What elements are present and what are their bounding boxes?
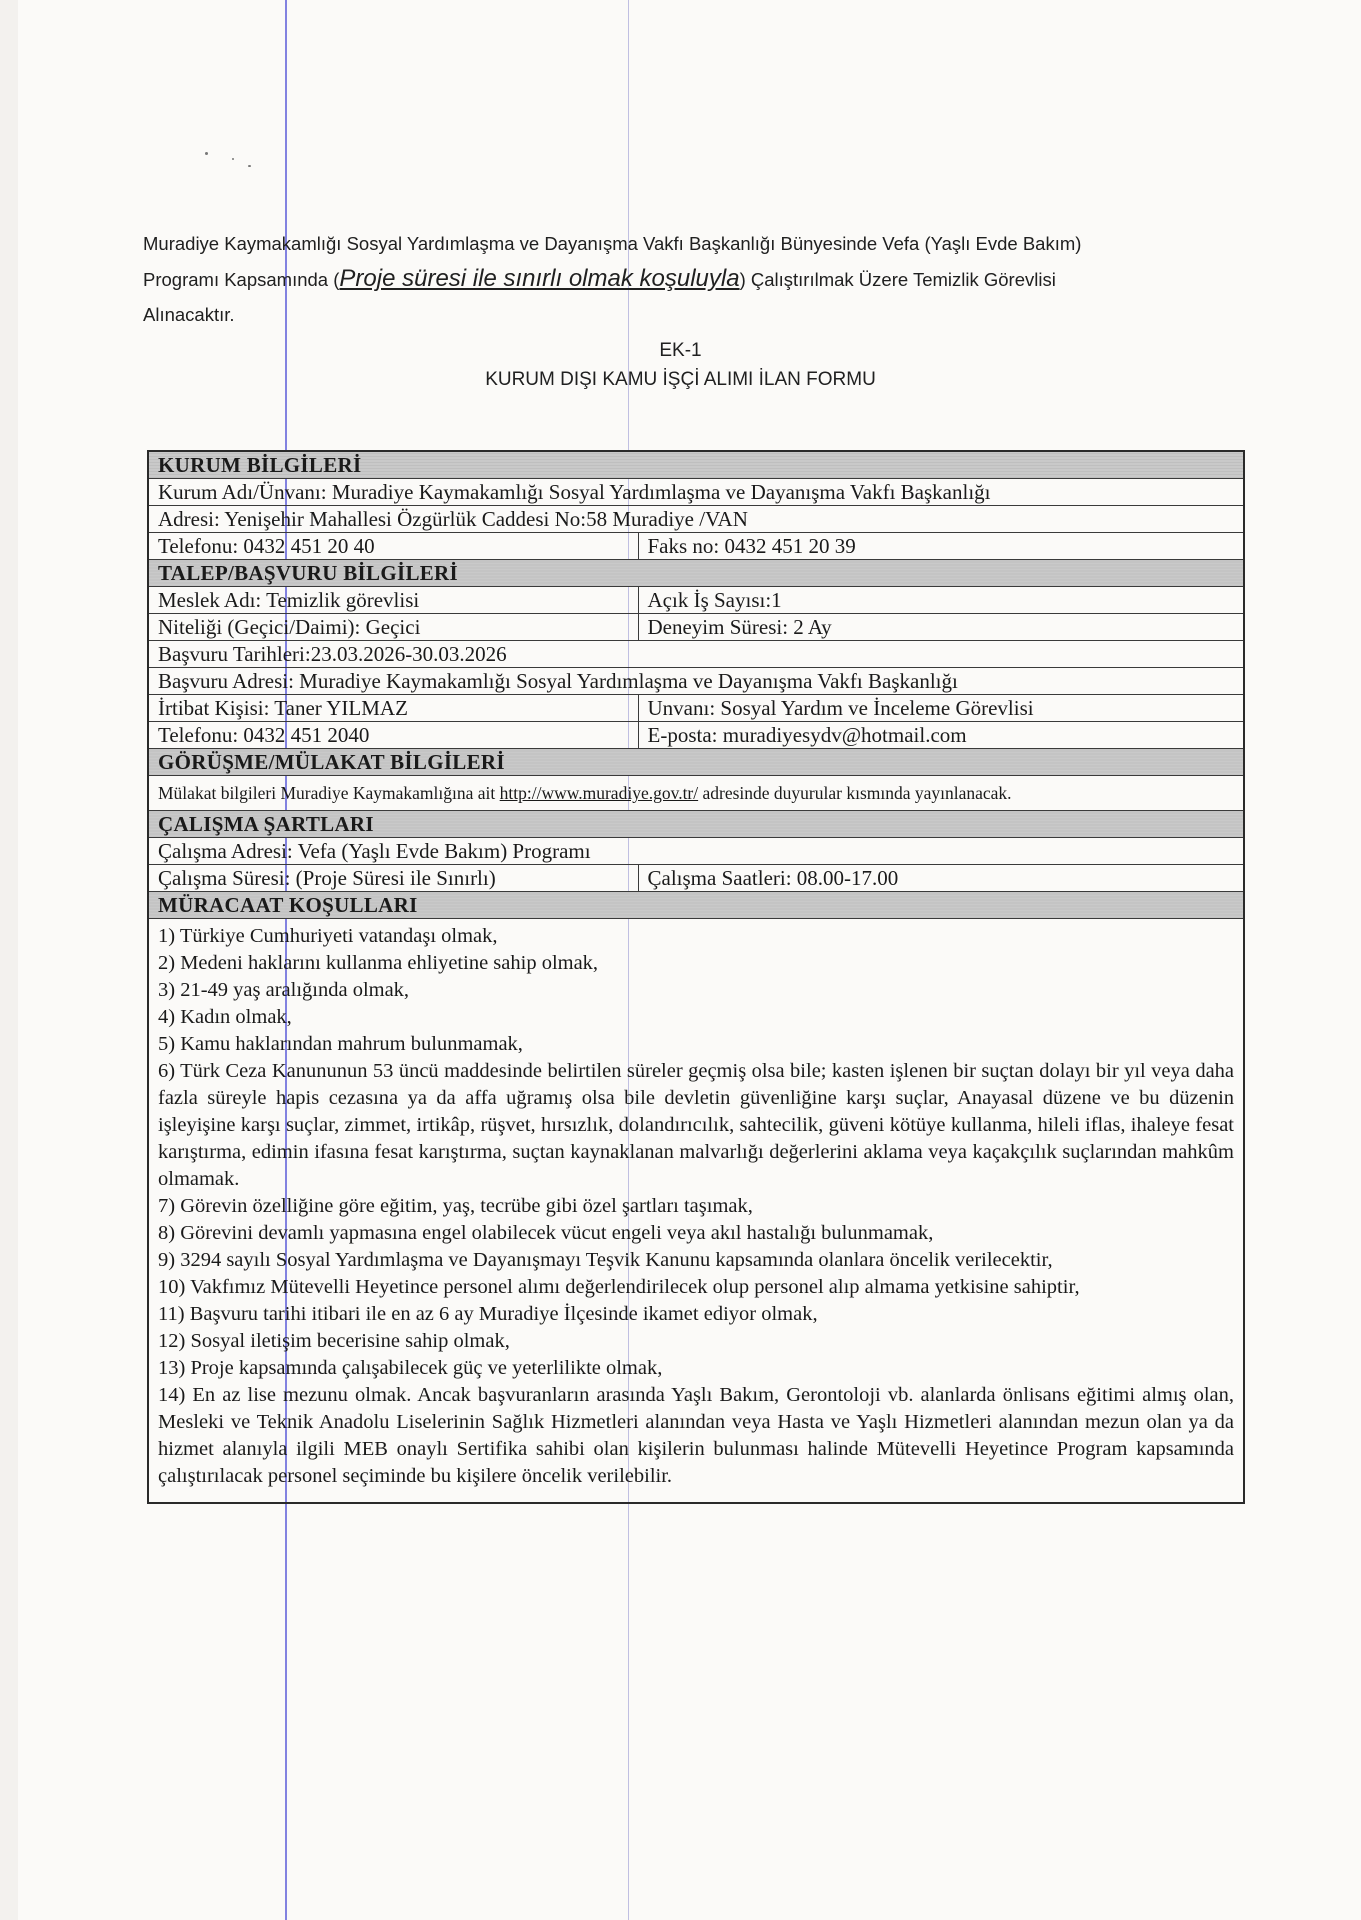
talep-nitelik: Niteliği (Geçici/Daimi): Geçici bbox=[148, 614, 638, 641]
intro-line-2-end: ) Çalıştırılmak Üzere Temizlik Görevlisi bbox=[739, 269, 1056, 290]
calisma-saat: Çalışma Saatleri: 08.00-17.00 bbox=[638, 865, 1244, 892]
intro-emphasis: Proje süresi ile sınırlı olmak koşuluyla bbox=[339, 265, 740, 292]
mulakat-info bbox=[148, 776, 1244, 811]
scan-speck bbox=[248, 165, 251, 167]
condition-item: 1) Türkiye Cumhuriyeti vatandaşı olmak, bbox=[158, 925, 498, 947]
condition-item: 9) 3294 sayılı Sosyal Yardımlaşma ve Dayanışmayı Teşvik Kanunu kapsamında olanlara öncelik verilecektir, bbox=[158, 1249, 1053, 1271]
talep-irtibat: İrtibat Kişisi: Taner YILMAZ bbox=[148, 695, 638, 722]
talep-meslek: Meslek Adı: Temizlik görevlisi bbox=[148, 587, 638, 614]
condition-item: 13) Proje kapsamında çalışabilecek güç ve yeterlilikte olmak, bbox=[158, 1357, 663, 1379]
condition-item: 12) Sosyal iletişim becerisine sahip olmak, bbox=[158, 1330, 510, 1352]
form-code: EK-1 bbox=[659, 340, 702, 361]
kurum-faks: Faks no: 0432 451 20 39 bbox=[638, 533, 1244, 560]
talep-adres: Başvuru Adresi: Muradiye Kaymakamlığı Sosyal Yardımlaşma ve Dayanışma Vakfı Başkanlığı bbox=[148, 668, 1244, 695]
announcement-form-table bbox=[147, 450, 1245, 1504]
announcement-intro bbox=[143, 226, 1233, 332]
section-muracaat-header: MÜRACAAT KOŞULLARI bbox=[148, 892, 1244, 919]
scan-speck bbox=[205, 152, 208, 155]
mulakat-text-start: Mülakat bilgileri Muradiye Kaymakamlığına ait bbox=[158, 783, 500, 803]
talep-tarihler: Başvuru Tarihleri:23.03.2026-30.03.2026 bbox=[148, 641, 1244, 668]
intro-line-3: Alınacaktır. bbox=[143, 304, 235, 325]
section-talep-header: TALEP/BAŞVURU BİLGİLERİ bbox=[148, 560, 1244, 587]
kurum-adres: Adresi: Yenişehir Mahallesi Özgürlük Caddesi No:58 Muradiye /VAN bbox=[148, 506, 1244, 533]
mulakat-text-end: adresinde duyurular kısmında yayınlanacak. bbox=[698, 783, 1012, 803]
calisma-adres: Çalışma Adresi: Vefa (Yaşlı Evde Bakım) Programı bbox=[148, 838, 1244, 865]
intro-line-1: Muradiye Kaymakamlığı Sosyal Yardımlaşma ve Dayanışma Vakfı Başkanlığı Bünyesinde Vefa (Yaşlı Evde Bakım) bbox=[143, 233, 1082, 254]
calisma-sure: Çalışma Süresi: (Proje Süresi ile Sınırlı) bbox=[148, 865, 638, 892]
intro-line-2-start: Programı Kapsamında ( bbox=[143, 269, 340, 290]
talep-unvan: Unvanı: Sosyal Yardım ve İnceleme Görevlisi bbox=[638, 695, 1244, 722]
section-mulakat-header: GÖRÜŞME/MÜLAKAT BİLGİLERİ bbox=[148, 749, 1244, 776]
condition-item: 3) 21-49 yaş aralığında olmak, bbox=[158, 979, 410, 1001]
condition-item: 4) Kadın olmak, bbox=[158, 1006, 292, 1028]
condition-item: 7) Görevin özelliğine göre eğitim, yaş, tecrübe gibi özel şartları taşımak, bbox=[158, 1195, 753, 1217]
talep-acik-is: Açık İş Sayısı:1 bbox=[638, 587, 1244, 614]
condition-item: 10) Vakfımız Mütevelli Heyetince personel alımı değerlendirilecek olup personel alıp almama yetkisine sahiptir, bbox=[158, 1276, 1080, 1298]
condition-item: 8) Görevini devamlı yapmasına engel olabilecek vücut engeli veya akıl hastalığı bulunmamak, bbox=[158, 1222, 934, 1244]
form-title: KURUM DIŞI KAMU İŞÇİ ALIMI İLAN FORMU bbox=[485, 369, 876, 390]
scan-speck bbox=[232, 158, 234, 160]
condition-item: 14) En az lise mezunu olmak. Ancak başvuranların arasında Yaşlı Bakım, Gerontoloji vb. alanlarda önlisans eğitimi almış olan, Mesleki ve Teknik Anadolu Liselerinin Sağlık Hizmetleri alanından veya Hasta ve Yaşlı Hizmetleri alanından mezun olan ya da hizmet alanıyla ilgili MEB onaylı Sertifika sahibi olan kişilerin bulunması halinde Mütevelli Heyetince Program kapsamında çalıştırılacak personel seçiminde bu kişilere öncelik verilebilir. bbox=[158, 1384, 1235, 1487]
muracaat-conditions bbox=[148, 919, 1244, 1504]
condition-item: 2) Medeni haklarını kullanma ehliyetine sahip olmak, bbox=[158, 952, 599, 974]
condition-item: 6) Türk Ceza Kanununun 53 üncü maddesinde belirtilen süreler geçmiş olsa bile; kasten işlenen bir suçtan dolayı bir yıl veya daha fazla süreyle hapis cezasına ya da affa uğramış olsa bile devletin güvenliğine karşı suçlar, Anayasal düzene ve bu düzenin işleyişine karşı suçlar, zimmet, irtikâp, rüşvet, hırsızlık, dolandırıcılık, sahtecilik, güveni kötüye kullanma, hileli iflas, ihaleye fesat karıştırma, edimin ifasına fesat karıştırma, suçtan kaynaklanan malvarlığı değerlerini aklama veya kaçakçılık suçlarından mahkûm olmamak. bbox=[158, 1060, 1235, 1190]
kurum-unvan: Kurum Adı/Ünvanı: Muradiye Kaymakamlığı Sosyal Yardımlaşma ve Dayanışma Vakfı Başkanlığı bbox=[148, 479, 1244, 506]
section-calisma-header: ÇALIŞMA ŞARTLARI bbox=[148, 811, 1244, 838]
condition-item: 5) Kamu haklarından mahrum bulunmamak, bbox=[158, 1033, 523, 1055]
kurum-telefon: Telefonu: 0432 451 20 40 bbox=[148, 533, 638, 560]
talep-deneyim: Deneyim Süresi: 2 Ay bbox=[638, 614, 1244, 641]
mulakat-link[interactable]: http://www.muradiye.gov.tr/ bbox=[499, 783, 699, 803]
section-kurum-header: KURUM BİLGİLERİ bbox=[148, 451, 1244, 479]
talep-telefon: Telefonu: 0432 451 2040 bbox=[148, 722, 638, 749]
talep-eposta: E-posta: muradiyesydv@hotmail.com bbox=[638, 722, 1244, 749]
condition-item: 11) Başvuru tarihi itibari ile en az 6 ay Muradiye İlçesinde ikamet ediyor olmak, bbox=[158, 1303, 818, 1325]
